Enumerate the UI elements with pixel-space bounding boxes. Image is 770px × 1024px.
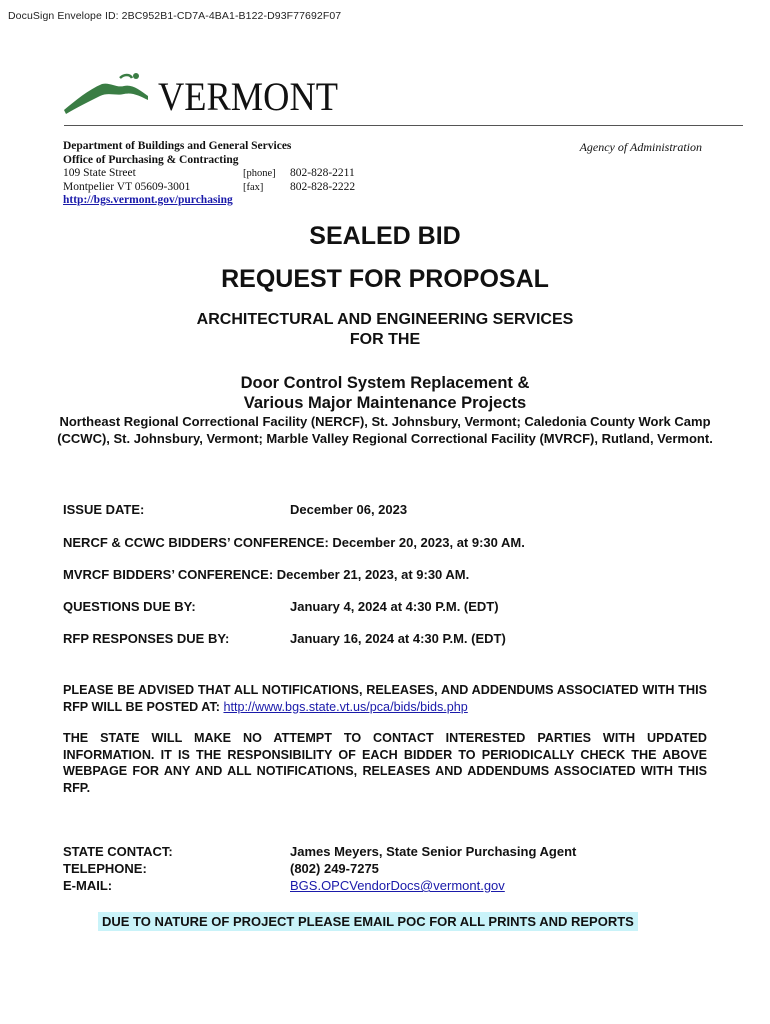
highlighted-notice: DUE TO NATURE OF PROJECT PLEASE EMAIL POC FOR ALL PRINTS AND REPORTS xyxy=(98,912,638,931)
street: 109 State Street xyxy=(63,167,136,179)
issue-date-label: ISSUE DATE: xyxy=(63,502,145,517)
mvrcf-conference: MVRCF BIDDERS’ CONFERENCE: December 21, 2023, at 9:30 AM. xyxy=(63,567,470,582)
bgs-link[interactable]: http://bgs.vermont.gov/purchasing xyxy=(63,194,233,206)
office-name: Office of Purchasing & Contracting xyxy=(63,153,239,166)
phone-label: [phone] xyxy=(243,168,276,179)
bird-swoosh xyxy=(120,75,132,78)
vermont-logo xyxy=(62,70,342,116)
project-title xyxy=(0,373,770,413)
agency-name: Agency of Administration xyxy=(579,140,702,154)
project-line-2: Various Major Maintenance Projects xyxy=(243,394,527,412)
services-line: ARCHITECTURAL AND ENGINEERING SERVICES xyxy=(196,311,574,328)
questions-label: QUESTIONS DUE BY: xyxy=(63,599,196,614)
state-notice: THE STATE WILL MAKE NO ATTEMPT TO CONTACT INTERESTED PARTIES WITH UPDATED INFORMATION. IT IS THE RESPONSIBILITY OF EACH BIDDER TO PERIODICALLY CHECK THE ABOVE WEBPAGE FOR ANY AND ALL NOTIFICATIONS, RELEASES AND ADDENDUMS ASSOCIATED WITH THIS RFP. xyxy=(63,731,707,795)
issue-date-value: December 06, 2023 xyxy=(290,502,408,517)
bird-dot xyxy=(133,73,139,79)
email-label: E-MAIL: xyxy=(63,878,113,893)
bids-link[interactable]: http://www.bgs.state.vt.us/pca/bids/bids.php xyxy=(223,699,468,714)
telephone-value: (802) 249-7275 xyxy=(290,861,379,876)
advised-text: PLEASE BE ADVISED THAT ALL NOTIFICATIONS, RELEASES, AND ADDENDUMS ASSOCIATED WITH THIS RFP WILL BE POSTED AT: xyxy=(63,683,707,714)
services-heading xyxy=(0,310,770,350)
project-line-1: Door Control System Replacement & xyxy=(240,374,530,392)
questions-value: January 4, 2024 at 4:30 P.M. (EDT) xyxy=(290,599,499,614)
responses-row xyxy=(63,631,506,646)
logo-wordmark: VERMONT xyxy=(158,74,338,116)
contact-block xyxy=(63,843,577,894)
state-contact-label: STATE CONTACT: xyxy=(63,844,173,859)
telephone-label: TELEPHONE: xyxy=(63,861,147,876)
email-link[interactable]: BGS.OPCVendorDocs@vermont.gov xyxy=(290,878,505,893)
envelope-id: DocuSign Envelope ID: 2BC952B1-CD7A-4BA1-B122-D93F77692F07 xyxy=(8,10,342,22)
title-sealed-bid: SEALED BID xyxy=(309,222,461,250)
issue-date-row xyxy=(63,502,408,517)
state-contact-value: James Meyers, State Senior Purchasing Agent xyxy=(290,844,577,859)
city: Montpelier VT 05609-3001 xyxy=(63,180,191,193)
fax-label: [fax] xyxy=(243,181,264,193)
responses-value: January 16, 2024 at 4:30 P.M. (EDT) xyxy=(290,631,506,646)
for-the-line: FOR THE xyxy=(349,331,421,348)
advised-notice xyxy=(63,682,707,715)
phone-number: 802-828-2211 xyxy=(290,167,355,179)
responses-label: RFP RESPONSES DUE BY: xyxy=(63,631,230,646)
mountain-shape xyxy=(64,84,148,114)
questions-row xyxy=(63,599,499,614)
header-divider xyxy=(64,125,743,126)
fax-number: 802-828-2222 xyxy=(290,180,356,193)
dept-name: Department of Buildings and General Services xyxy=(63,140,292,152)
facilities-text: Northeast Regional Correctional Facility (NERCF), St. Johnsbury, Vermont; Caledonia County Work Camp (CCWC), St. Johnsbury, Vermont; Marble Valley Regional Correctional Facility (MVRCF), Rutland, Vermont. xyxy=(57,414,713,446)
nercf-conference: NERCF & CCWC BIDDERS’ CONFERENCE: December 20, 2023, at 9:30 AM. xyxy=(63,535,525,550)
title-rfp: REQUEST FOR PROPOSAL xyxy=(221,265,549,293)
